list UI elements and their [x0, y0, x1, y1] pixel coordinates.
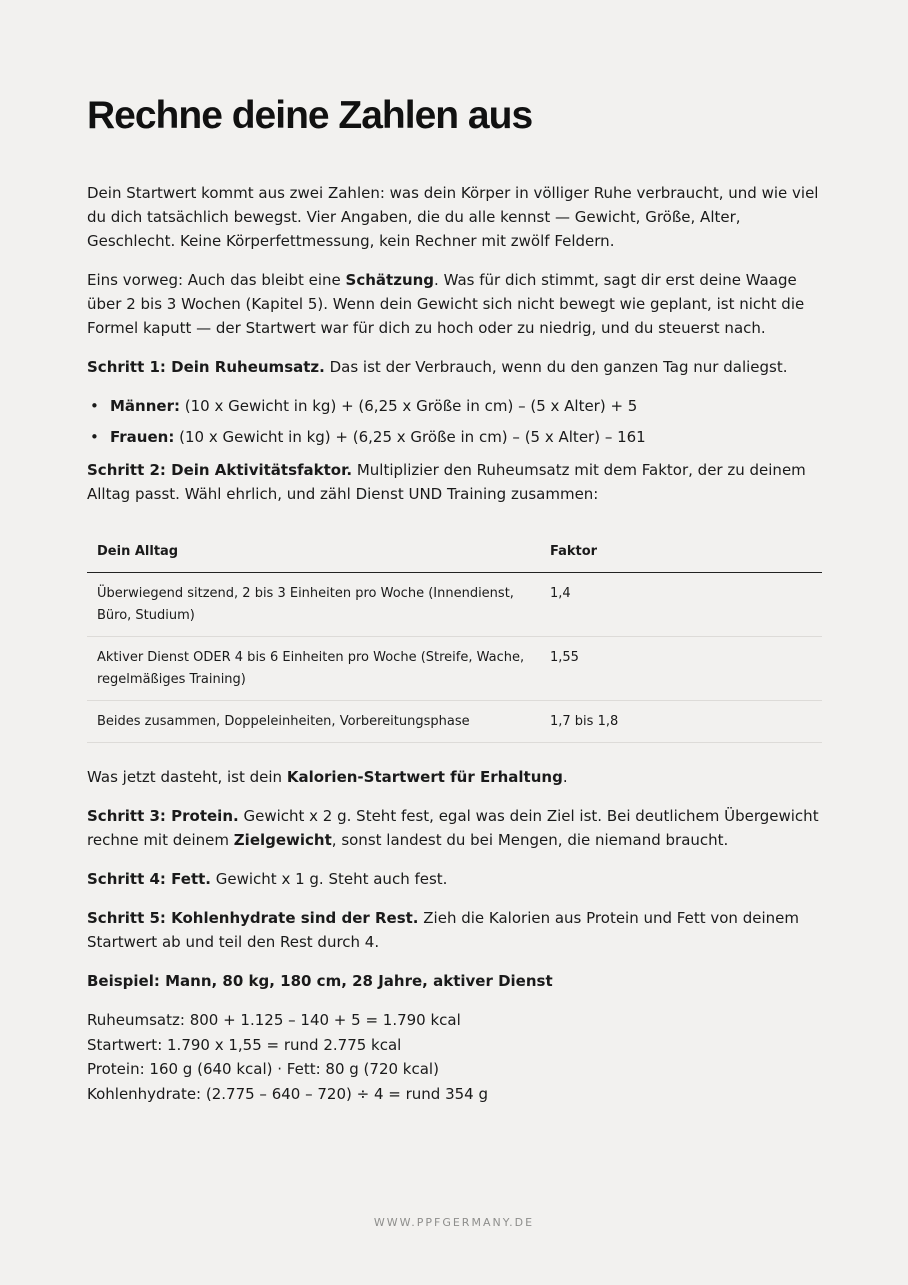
step-3-text-before: Gewicht x 2 g. Steht fest, egal was dein Ziel ist. Bei deutlichem Übergewicht rechne mit deinem: [87, 807, 819, 849]
example-line: Ruheumsatz: 800 + 1.125 – 140 + 5 = 1.790 kcal: [87, 1011, 461, 1029]
formula-text: (10 x Gewicht in kg) + (6,25 x Größe in cm) – (5 x Alter) + 5: [179, 397, 638, 415]
bullet-icon: •: [90, 428, 99, 446]
formula-text: (10 x Gewicht in kg) + (6,25 x Größe in cm) – (5 x Alter) – 161: [174, 428, 646, 446]
step-3-heading: Schritt 3: Protein.: [87, 807, 239, 825]
formula-item-men: [90, 394, 822, 418]
table-row: [87, 701, 822, 743]
page-title: Rechne deine Zahlen aus: [87, 94, 533, 137]
step-2-paragraph: [87, 458, 822, 506]
step-1-text: Das ist der Verbrauch, wenn du den ganzen Tag nur daliegst.: [324, 358, 788, 376]
step-3-paragraph: [87, 804, 822, 852]
formula-label: Männer:: [110, 397, 180, 415]
footer-url: WWW.PPFGERMANY.DE: [373, 1216, 535, 1229]
example-line: Kohlenhydrate: (2.775 – 640 – 720) ÷ 4 = rund 354 g: [87, 1084, 488, 1103]
cell-faktor: 1,4: [540, 573, 822, 637]
example-line: Startwert: 1.790 x 1,55 = rund 2.775 kcal: [87, 1035, 402, 1054]
table-row: [87, 637, 822, 701]
step-3-bold: Zielgewicht: [233, 831, 332, 849]
example-line: Protein: 160 g (640 kcal) · Fett: 80 g (720 kcal): [87, 1060, 439, 1078]
result-bold: Kalorien-Startwert für Erhaltung: [286, 768, 563, 786]
step-4-paragraph: [87, 867, 822, 891]
example-heading: [87, 969, 822, 993]
step-4-heading: Schritt 4: Fett.: [87, 870, 211, 888]
step-3-text-after: , sonst landest du bei Mengen, die niemand braucht.: [331, 831, 729, 849]
step-1-heading: Schritt 1: Dein Ruheumsatz.: [87, 358, 325, 376]
result-after: .: [562, 768, 568, 786]
cell-alltag: Beides zusammen, Doppeleinheiten, Vorbereitungsphase: [87, 701, 540, 743]
table-row: [87, 573, 822, 637]
intro-2-after: . Was für dich stimmt, sagt dir erst deine Waage über 2 bis 3 Wochen (Kapitel 5). Wenn dein Gewicht sich nicht bewegt wie geplant, ist nicht die Formel kaputt — der Startwert war für dich zu hoch oder zu niedrig, und du steuerst nach.: [87, 271, 805, 337]
step-2-heading: Schritt 2: Dein Aktivitätsfaktor.: [87, 461, 353, 479]
cell-alltag: Überwiegend sitzend, 2 bis 3 Einheiten pro Woche (Innendienst, Büro, Studium): [87, 573, 540, 637]
column-header-alltag: Dein Alltag: [87, 530, 540, 573]
step-5-text: Zieh die Kalorien aus Protein und Fett von deinem Startwert ab und teil den Rest durch 4.: [87, 909, 799, 951]
column-header-faktor: Faktor: [540, 530, 822, 573]
step-5-paragraph: [87, 906, 822, 954]
example-calculation: [87, 1008, 822, 1106]
cell-faktor: 1,7 bis 1,8: [540, 701, 822, 743]
table-header-row: [87, 530, 822, 573]
intro-paragraph-1: Dein Startwert kommt aus zwei Zahlen: was dein Körper in völliger Ruhe verbraucht, und wie viel du dich tatsächlich bewegst. Vier Angaben, die du alle kennst — Gewicht, Größe, Alter, Geschlecht. Keine Körperfettmessung, kein Rechner mit zwölf Feldern.: [87, 184, 819, 250]
step-1-paragraph: [87, 355, 822, 379]
cell-alltag: Aktiver Dienst ODER 4 bis 6 Einheiten pro Woche (Streife, Wache, regelmäßiges Training): [87, 637, 540, 701]
result-paragraph: [87, 765, 822, 789]
cell-faktor: 1,55: [540, 637, 822, 701]
intro-2-before: Eins vorweg: Auch das bleibt eine: [87, 271, 346, 289]
formula-label: Frauen:: [110, 428, 175, 446]
formula-item-women: [90, 425, 822, 449]
result-before: Was jetzt dasteht, ist dein: [87, 768, 287, 786]
activity-factor-table: [87, 530, 822, 743]
formula-list: [87, 394, 822, 449]
step-4-text: Gewicht x 1 g. Steht auch fest.: [210, 870, 448, 888]
step-5-heading: Schritt 5: Kohlenhydrate sind der Rest.: [87, 909, 419, 927]
step-2-text: Multiplizier den Ruheumsatz mit dem Faktor, der zu deinem Alltag passt. Wähl ehrlich, und zähl Dienst UND Training zusammen:: [87, 461, 806, 503]
document-page: [87, 92, 822, 1106]
example-heading-text: Beispiel: Mann, 80 kg, 180 cm, 28 Jahre, aktiver Dienst: [87, 972, 553, 990]
intro-2-bold: Schätzung: [345, 271, 435, 289]
intro-paragraph-2: [87, 268, 822, 340]
bullet-icon: •: [90, 397, 99, 415]
